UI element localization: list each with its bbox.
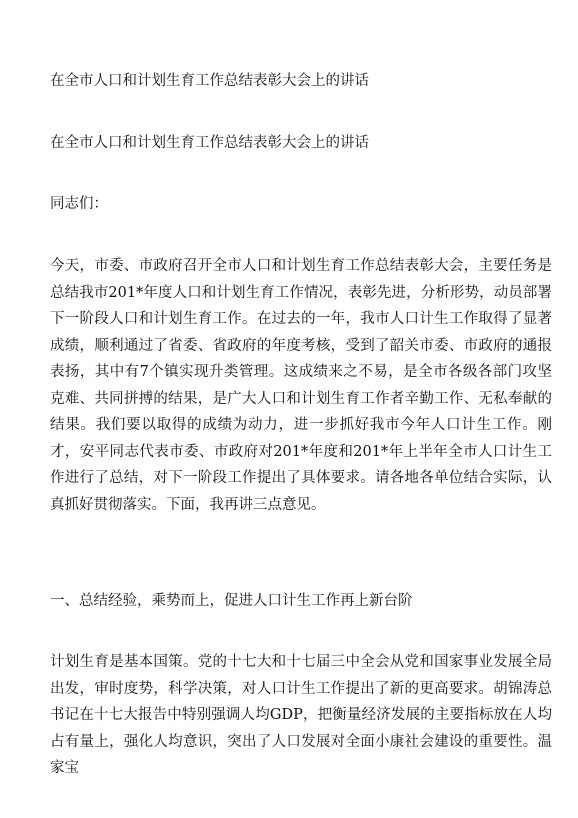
document-title: 在全市人口和计划生育工作总结表彰大会上的讲话 bbox=[50, 73, 369, 89]
section-heading-1: 一、总结经验，乘势而上，促进人口计生工作再上新台阶 bbox=[50, 593, 413, 609]
body-paragraph-2: 计划生育是基本国策。党的十七大和十七届三中全会从党和国家事业发展全局出发，审时度势，科学决策，对人口计生工作提出了新的更高要求。胡锦涛总书记在十七大报告中特别强调人均GDP，把衡量经济发展的主要指标放在人均占有量上，强化人均意识，突出了人口发展对全面小康社会建设的重要性。温家宝 bbox=[50, 654, 552, 776]
document-subtitle: 在全市人口和计划生育工作总结表彰大会上的讲话 bbox=[50, 135, 369, 151]
salutation: 同志们： bbox=[50, 196, 108, 212]
body-paragraph-1: 今天，市委、市政府召开全市人口和计划生育工作总结表彰大会，主要任务是总结我市201*年度人口和计划生育工作情况，表彰先进，分析形势，动员部署下一阶段人口和计划生育工作。在过去的一年，我市人口计生工作取得了显著成绩，顺利通过了省委、省政府的年度考核，受到了韶关市委、市政府的通报表扬，其中有7个镇实现升类管理。这成绩来之不易，是全市各级各部门攻坚克难、共同拼搏的结果，是广大人口和计划生育工作者辛勤工作、无私奉献的结果。我们要以取得的成绩为动力，进一步抓好我市今年人口计生工作。刚才，安平同志代表市委、市政府对201*年度和201*年上半年全市人口计生工作进行了总结，对下一阶段工作提出了具体要求。请各地各单位结合实际，认真抓好贯彻落实。下面，我再讲三点意见。 bbox=[50, 258, 552, 513]
